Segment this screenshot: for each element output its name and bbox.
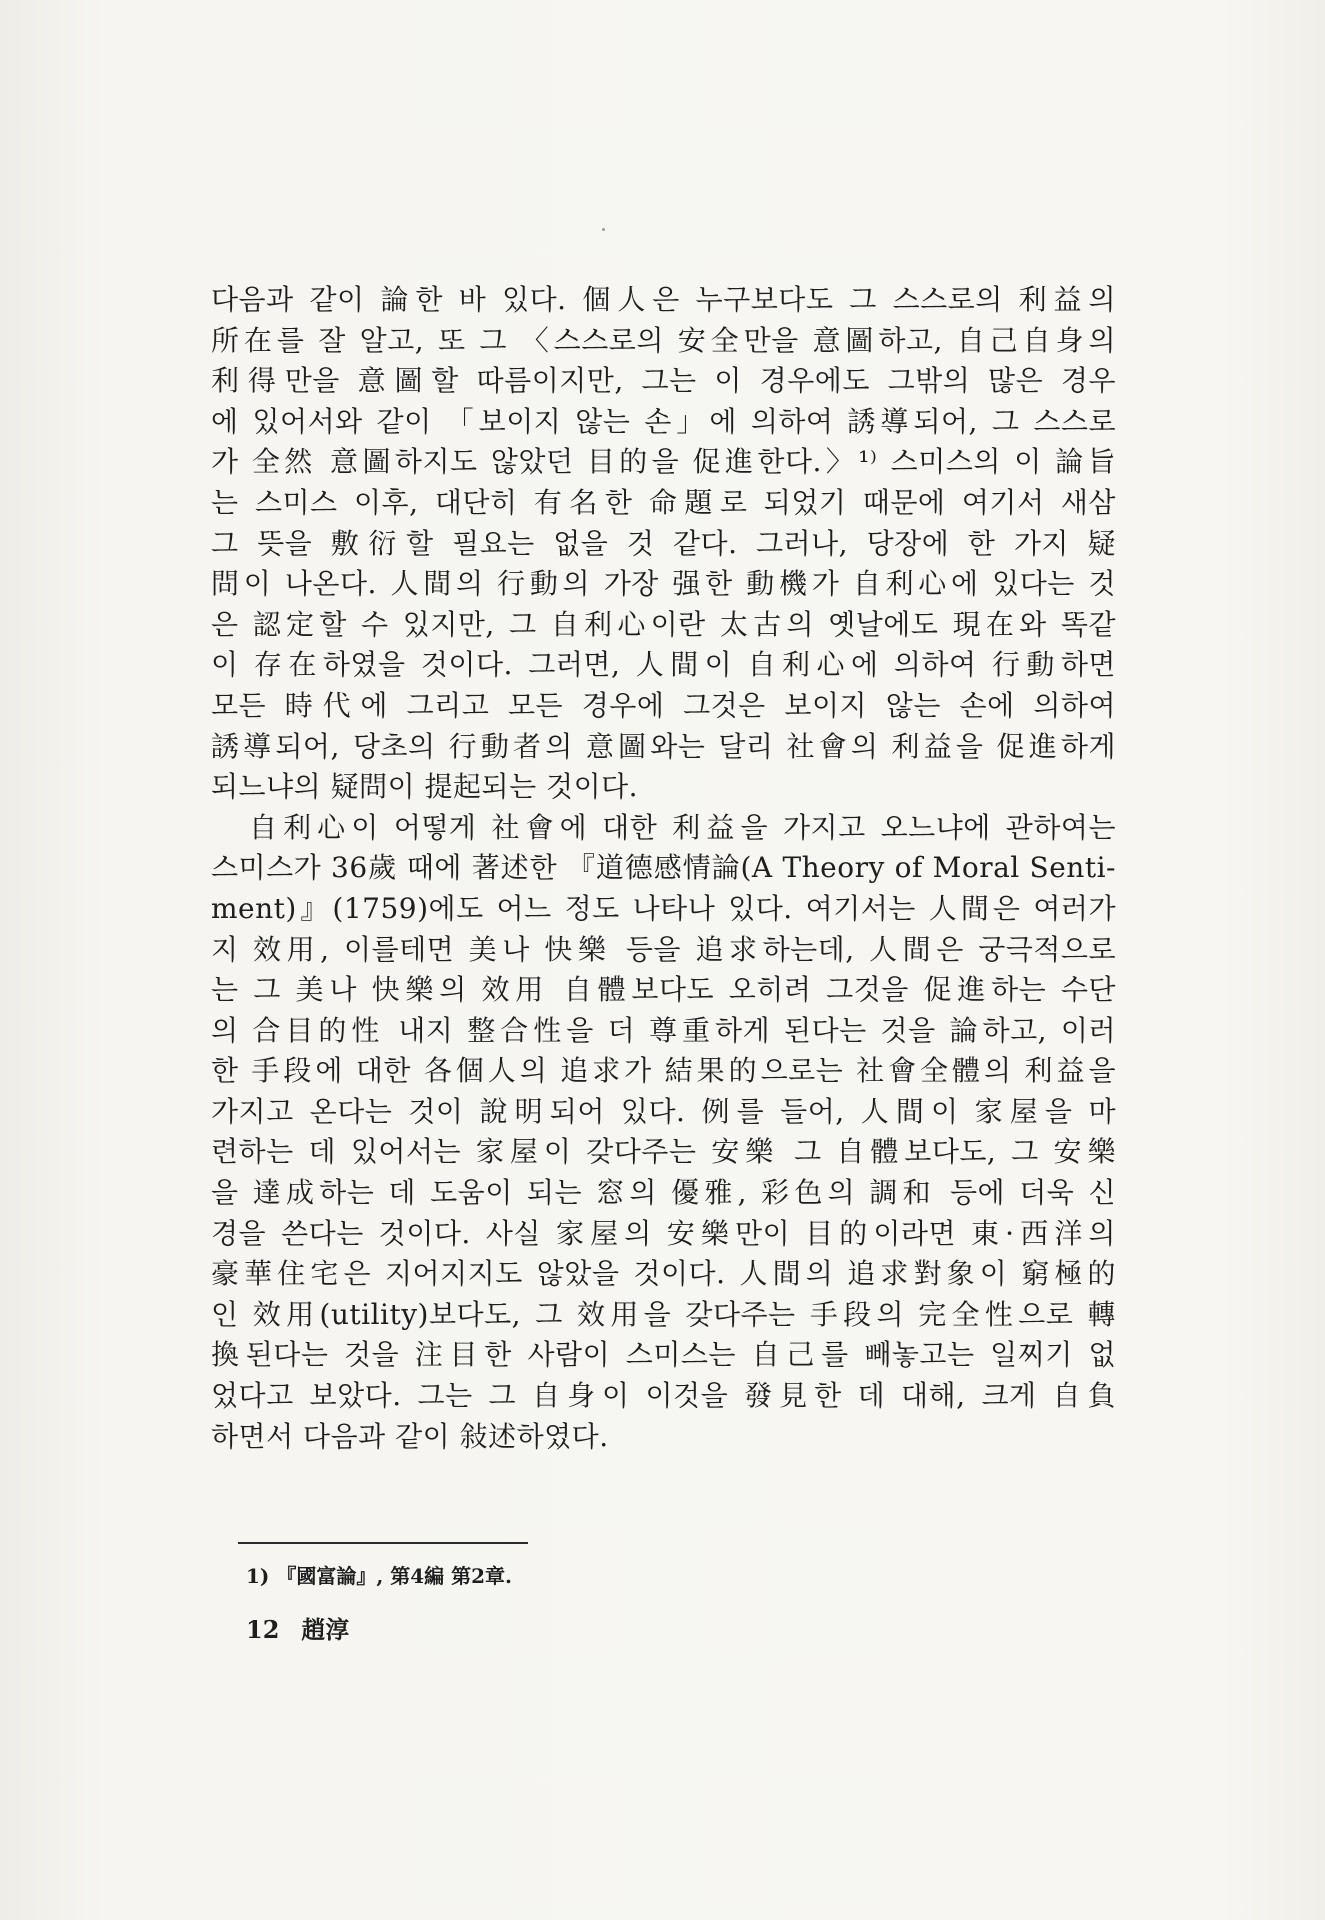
text-line: 하면서 다음과 같이 敍述하였다. [211, 1419, 609, 1453]
text-line: 는 그 美나 快樂의 效用 自體보다도 오히려 그것을 促進하는 수단 [211, 973, 1116, 1007]
text-line: 경을 쓴다는 것이다. 사실 家屋의 安樂만이 目的이라면 東·西洋의 [211, 1216, 1116, 1250]
text-line: 모든 時代에 그리고 모든 경우에 그것은 보이지 않는 손에 의하여 [211, 688, 1116, 722]
page-number: 12 [246, 1615, 280, 1644]
text-line: 다음과 같이 論한 바 있다. 個人은 누구보다도 그 스스로의 利益의 [211, 283, 1116, 316]
text-line: 인 效用(utility)보다도, 그 效用을 갖다주는 手段의 完全性으로 轉 [211, 1297, 1116, 1331]
text-line: 지 效用, 이를테면 美나 快樂 등을 追求하는데, 人間은 궁극적으로 [211, 932, 1116, 966]
text-line: 었다고 보았다. 그는 그 自身이 이것을 發見한 데 대해, 크게 自負 [211, 1379, 1116, 1413]
text-line: 所在를 잘 알고, 또 그 〈스스로의 安全만을 意圖하고, 自己自身의 [211, 323, 1116, 357]
text-line: 問이 나온다. 人間의 行動의 가장 强한 動機가 自利心에 있다는 것 [211, 567, 1116, 601]
text-line: 自利心이 어떻게 社會에 대한 利益을 가지고 오느냐에 관하여는 [249, 810, 1116, 844]
page-folio [246, 1610, 349, 1645]
text-line: 은 認定할 수 있지만, 그 自利心이란 太古의 옛날에도 現在와 똑같 [211, 607, 1116, 641]
text-line: 스미스가 36歲 때에 著述한 『道德感情論(A Theory of Moral Senti- [211, 851, 1116, 885]
text-line: 가 全然 意圖하지도 않았던 目的을 促進한다.〉¹⁾ 스미스의 이 論旨 [211, 445, 1116, 479]
paper-speck [602, 228, 605, 231]
text-line: 誘導되어, 당초의 行動者의 意圖와는 달리 社會의 利益을 促進하게 [211, 729, 1116, 763]
text-line: 그 뜻을 敷衍할 필요는 없을 것 같다. 그러나, 당장에 한 가지 疑 [211, 526, 1116, 560]
text-line: 의 合目的性 내지 整合性을 더 尊重하게 된다는 것을 論하고, 이러 [211, 1013, 1116, 1047]
text-line: ment)』(1759)에도 어느 정도 나타나 있다. 여기서는 人間은 여러가 [211, 891, 1116, 925]
text-line: 가지고 온다는 것이 說明되어 있다. 例를 들어, 人間이 家屋을 마 [211, 1094, 1116, 1128]
body-text [211, 280, 1116, 1457]
footnote-rule [238, 1542, 528, 1544]
text-line: 換된다는 것을 注目한 사람이 스미스는 自己를 빼놓고는 일찌기 없 [211, 1338, 1116, 1372]
text-line: 을 達成하는 데 도움이 되는 窓의 優雅, 彩色의 調和 등에 더욱 신 [211, 1176, 1116, 1210]
text-line: 利得만을 意圖할 따름이지만, 그는 이 경우에도 그밖의 많은 경우 [211, 364, 1116, 398]
text-line: 되느냐의 疑問이 提起되는 것이다. [211, 770, 639, 804]
text-line: 한 手段에 대한 各個人의 追求가 結果的으로는 社會全體의 利益을 [211, 1054, 1116, 1088]
text-line: 豪華住宅은 지어지지도 않았을 것이다. 人間의 追求對象이 窮極的 [211, 1257, 1116, 1291]
text-line: 이 存在하였을 것이다. 그러면, 人間이 自利心에 의하여 行動하면 [211, 648, 1116, 682]
text-line: 에 있어서와 같이 「보이지 않는 손」에 의하여 誘導되어, 그 스스로 [211, 404, 1116, 438]
text-line: 련하는 데 있어서는 家屋이 갖다주는 安樂 그 自體보다도, 그 安樂 [211, 1135, 1116, 1169]
text-line: 는 스미스 이후, 대단히 有名한 命題로 되었기 때문에 여기서 새삼 [211, 485, 1116, 519]
footnote: 1) 『國富論』, 第4編 第2章. [246, 1564, 513, 1588]
running-author: 趙淳 [301, 1615, 350, 1644]
